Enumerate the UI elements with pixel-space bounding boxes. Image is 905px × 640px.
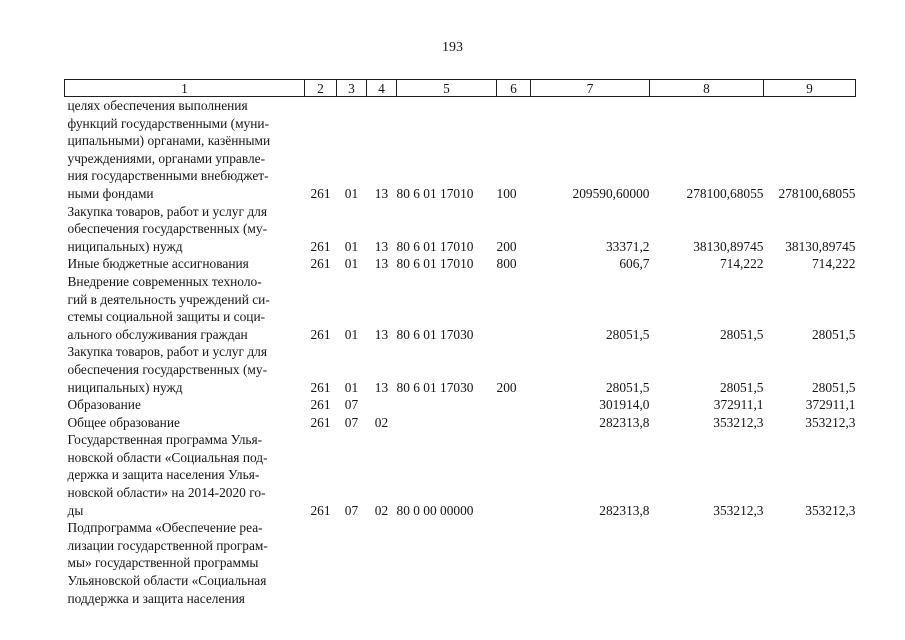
cell-expense-type [497,273,531,343]
cell-amount-col8: 714,222 [719,256,764,272]
table-body [65,97,856,608]
cell-subsection [367,519,397,607]
cell-ministry-code: 261 [310,185,331,201]
cell-amount-col7: 282313,8 [599,414,650,430]
table-row [65,273,856,343]
description-line: Внедрение современных техноло- [67,273,262,289]
cell-target-article [397,396,497,414]
cell-expense-type: 100 [496,185,517,201]
column-header-6: 6 [497,80,531,97]
table-row [65,414,856,432]
cell-amount-col8 [650,519,764,607]
description-line: Ульяновской области «Социальная [67,573,267,589]
cell-amount-col8: 38130,89745 [693,238,764,254]
cell-expense-type [497,396,531,414]
column-header-1: 1 [65,80,305,97]
table-row [65,255,856,273]
cell-amount-col8: 353212,3 [713,414,764,430]
cell-expense-type [497,431,531,519]
description-line: ального обслуживания граждан [67,326,248,342]
cell-amount-col7: 28051,5 [605,326,650,342]
cell-amount-col9: 714,222 [811,256,856,272]
description-line: лизации государственной програм- [67,537,268,553]
cell-target-article [397,519,497,607]
description-line: Общее образование [67,414,180,430]
cell-section: 01 [344,379,359,395]
cell-expense-type [497,414,531,432]
row-description [65,519,305,607]
cell-amount-col9: 278100,68055 [778,185,856,201]
cell-target-article: 80 6 01 17010 [396,238,474,254]
description-line: мы» государственной программы [67,555,259,571]
cell-subsection [367,396,397,414]
table-row [65,203,856,256]
description-line: новской области» на 2014-2020 го- [67,485,266,501]
description-line: Закупка товаров, работ и услуг для [67,344,267,360]
row-description [65,203,305,256]
cell-subsection: 13 [374,185,389,201]
cell-amount-col8: 278100,68055 [686,185,764,201]
cell-amount-col8: 28051,5 [719,326,764,342]
cell-ministry-code: 261 [310,397,331,413]
cell-subsection: 13 [374,238,389,254]
column-header-3: 3 [337,80,367,97]
description-line: ниципальных) нужд [67,379,183,395]
cell-target-article: 80 6 01 17010 [396,256,474,272]
budget-table [64,79,856,607]
table-row [65,431,856,519]
description-line: гий в деятельность учреждений си- [67,291,270,307]
table-row [65,396,856,414]
cell-ministry-code: 261 [310,414,331,430]
description-line: учреждениями, органами управле- [67,150,266,166]
cell-subsection: 02 [374,414,389,430]
column-header-7: 7 [531,80,650,97]
cell-amount-col7: 28051,5 [605,379,650,395]
row-description [65,273,305,343]
row-description [65,343,305,396]
cell-amount-col7: 209590,60000 [572,185,650,201]
description-line: Иные бюджетные ассигнования [67,256,249,272]
description-line: поддержка и защита населения [67,590,245,606]
cell-target-article: 80 0 00 00000 [396,502,474,518]
cell-amount-col9: 353212,3 [805,502,856,518]
description-line: ды [67,502,84,518]
table-row [65,343,856,396]
cell-amount-col7 [531,519,650,607]
cell-ministry-code: 261 [310,326,331,342]
cell-section: 07 [344,397,359,413]
description-line: ния государственными внебюджет- [67,168,269,184]
cell-section: 07 [344,414,359,430]
description-line: Образование [67,397,141,413]
cell-ministry-code: 261 [310,238,331,254]
cell-section: 01 [344,256,359,272]
cell-ministry-code: 261 [310,379,331,395]
cell-amount-col9 [764,519,856,607]
cell-section [337,519,367,607]
row-description [65,97,305,203]
row-description [65,431,305,519]
cell-section: 07 [344,502,359,518]
row-description [65,396,305,414]
cell-subsection: 13 [374,256,389,272]
column-header-9: 9 [764,80,856,97]
cell-amount-col9: 353212,3 [805,414,856,430]
cell-amount-col9: 38130,89745 [785,238,856,254]
description-line: обеспечения государственных (му- [67,361,268,377]
description-line: Закупка товаров, работ и услуг для [67,203,267,219]
cell-expense-type: 200 [496,379,517,395]
column-number-header [65,80,856,97]
cell-expense-type: 800 [496,256,517,272]
description-line: стемы социальной защиты и соци- [67,309,266,325]
column-header-2: 2 [305,80,337,97]
cell-ministry-code: 261 [310,256,331,272]
cell-amount-col7: 282313,8 [599,502,650,518]
table-row [65,97,856,203]
row-description [65,255,305,273]
cell-subsection: 13 [374,379,389,395]
cell-ministry-code: 261 [310,502,331,518]
cell-ministry-code [305,519,337,607]
cell-target-article [397,414,497,432]
cell-target-article: 80 6 01 17010 [396,185,474,201]
cell-expense-type [497,519,531,607]
page-number: 193 [442,40,463,55]
cell-section: 01 [344,185,359,201]
column-header-4: 4 [367,80,397,97]
cell-section: 01 [344,238,359,254]
cell-subsection: 02 [374,502,389,518]
cell-target-article: 80 6 01 17030 [396,326,474,342]
cell-target-article: 80 6 01 17030 [396,379,474,395]
description-line: целях обеспечения выполнения [67,98,248,113]
row-description [65,414,305,432]
cell-amount-col9: 28051,5 [811,379,856,395]
description-line: ниципальных) нужд [67,238,183,254]
table-row [65,519,856,607]
cell-amount-col7: 33371,2 [605,238,650,254]
description-line: Подпрограмма «Обеспечение реа- [67,520,263,536]
description-line: обеспечения государственных (му- [67,221,268,237]
cell-amount-col9: 372911,1 [805,397,856,413]
cell-section: 01 [344,326,359,342]
cell-amount-col8: 353212,3 [713,502,764,518]
description-line: ными фондами [67,185,154,201]
description-line: ципальными) органами, казёнными [67,133,271,149]
column-header-8: 8 [650,80,764,97]
description-line: держка и защита населения Улья- [67,467,260,483]
cell-amount-col8: 28051,5 [719,379,764,395]
cell-subsection: 13 [374,326,389,342]
cell-amount-col7: 301914,0 [599,397,650,413]
cell-amount-col8: 372911,1 [713,397,764,413]
description-line: новской области «Социальная под- [67,449,268,465]
column-header-5: 5 [397,80,497,97]
cell-expense-type: 200 [496,238,517,254]
description-line: функций государственными (муни- [67,115,270,131]
description-line: Государственная программа Улья- [67,432,263,448]
cell-amount-col9: 28051,5 [811,326,856,342]
cell-amount-col7: 606,7 [619,256,650,272]
